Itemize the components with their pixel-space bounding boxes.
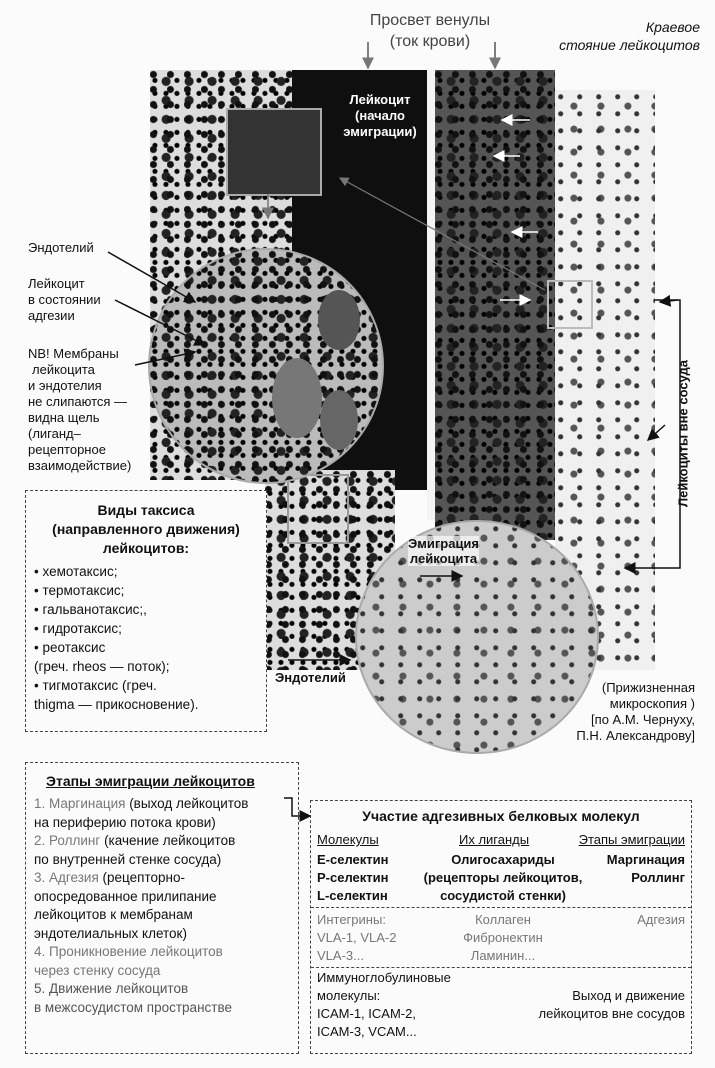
molecule: VLA-3...	[317, 948, 364, 963]
endothelium-top-arrow	[108, 252, 195, 302]
stage-line: по внутренней стенке сосуда)	[34, 851, 222, 867]
header-ligands: Их лиганды	[459, 832, 530, 847]
molecules-header-row	[317, 831, 685, 849]
leukocyte-start-line3: эмиграции)	[343, 124, 417, 139]
stage-rest: (качение лейкоцитов	[100, 833, 236, 848]
stages-list	[34, 795, 298, 1017]
stage-item	[34, 795, 298, 832]
nb-line: NB! Мембраны	[28, 346, 119, 361]
ligand: Фибронектин	[463, 930, 543, 945]
leukocyte-start-line1: Лейкоцит	[349, 92, 411, 107]
group1-stages	[607, 851, 685, 887]
taxis-item: • гидротаксис;	[34, 621, 122, 636]
ligand: сосудистой стенки)	[440, 888, 566, 903]
taxis-item: • реотаксис	[34, 640, 106, 655]
taxis-list	[34, 562, 266, 714]
stages-title: Этапы эмиграции лейкоцитов	[46, 773, 255, 789]
source-line: микроскопия )	[609, 696, 695, 711]
molecules-title: Участие адгезивных белковых молекул	[362, 808, 640, 824]
nb-line: не слипаются —	[28, 394, 128, 409]
outside-vessels-label: Лейкоциты вне сосуда	[675, 360, 691, 507]
endothelium-bottom-label: Эндотелий	[275, 670, 346, 685]
header-stages: Этапы эмиграции	[578, 832, 685, 847]
taxis-item: • хемотаксис;	[34, 564, 118, 579]
stage-line: в межсосудистом пространстве	[34, 999, 232, 1015]
stage-line: опосредованное прилипание	[34, 888, 217, 904]
group3-stages	[539, 987, 686, 1023]
marginal-standing-line1: Краевое	[645, 19, 700, 35]
adhesion-line1: Лейкоцит	[28, 276, 85, 291]
stage: Адгезия	[637, 912, 685, 927]
stage-num: 5. Движение лейкоцитов	[34, 981, 189, 996]
stage-line: эндотелиальных клеток)	[34, 925, 187, 941]
leukocyte-start-label	[330, 92, 430, 140]
nb-line: видна щель	[28, 410, 100, 425]
source-line: [по А.М. Чернуху,	[591, 712, 695, 727]
adhesion-arrow	[115, 300, 205, 345]
header-molecules: Молекулы	[317, 832, 379, 847]
molecule: ICAM-3, VCAM...	[317, 1024, 417, 1039]
taxis-item: thigma — прикосновение).	[34, 697, 199, 712]
stage-num: 4. Проникновение лейкоцитов	[34, 944, 223, 959]
taxis-item: • термотаксис;	[34, 583, 125, 598]
nb-line: (лиганд–	[28, 426, 81, 441]
endothelium-top-label: Эндотелий	[28, 240, 94, 255]
molecule: ICAM-1, ICAM-2,	[317, 1006, 416, 1021]
stage: Роллинг	[631, 870, 685, 885]
source-note	[520, 680, 695, 744]
nb-line: взаимодействие)	[28, 458, 132, 473]
taxis-title-line2: (направленного движения)	[52, 521, 240, 537]
group3-molecules	[317, 969, 451, 1041]
ligand: Ламинин...	[470, 948, 536, 963]
stage-rest: (выход лейкоцитов	[125, 796, 249, 811]
leukocyte-start-line2: (начало	[355, 108, 405, 123]
stage-item	[34, 943, 298, 980]
nb-line: лейкоцита	[32, 362, 95, 377]
group2-ligands	[403, 911, 603, 965]
outside-arrow-2	[648, 425, 665, 440]
nb-arrow	[135, 352, 195, 365]
molecule: Е-селектин	[317, 852, 389, 867]
stage-item	[34, 980, 298, 1017]
lumen-subtitle: (ток крови)	[389, 33, 471, 50]
leukocyte-pointer-arrow	[340, 178, 545, 290]
group1-molecules	[317, 851, 389, 905]
molecule: Р-селектин	[317, 870, 389, 885]
nb-line: и эндотелия	[28, 378, 102, 393]
molecule: VLA-1, VLA-2	[317, 930, 397, 945]
adhesion-line3: адгезии	[28, 308, 75, 323]
ligand: Олигосахариды	[451, 852, 555, 867]
taxis-box	[25, 490, 267, 732]
ligand: (рецепторы лейкоцитов,	[423, 870, 583, 885]
molecule: молекулы:	[317, 988, 381, 1003]
stage-num: 2. Роллинг	[34, 833, 101, 848]
nb-line: рецепторное	[28, 442, 106, 457]
stage-item	[34, 869, 298, 943]
stage-num: 3. Адгезия	[34, 870, 99, 885]
group2-molecules	[317, 911, 397, 965]
emigration-line2: лейкоцита	[409, 551, 478, 566]
lumen-title: Просвет венулы	[369, 12, 491, 29]
adhesion-label	[28, 276, 101, 324]
stage-rest: (рецепторно-	[98, 870, 185, 885]
molecules-box	[310, 800, 692, 1054]
group1-ligands	[403, 851, 603, 905]
taxis-title-line3: лейкоцитов:	[102, 540, 190, 556]
taxis-item: • тигмотаксис (греч.	[34, 678, 157, 693]
stages-box	[25, 762, 299, 1054]
source-line: П.Н. Александрову]	[576, 728, 695, 743]
group2-stages	[637, 911, 685, 929]
taxis-item: (греч. rheos — поток);	[34, 659, 170, 674]
outside-bracket	[625, 300, 680, 568]
ligand: Коллаген	[475, 912, 531, 927]
marginal-standing-line2: стояние лейкоцитов	[559, 37, 700, 53]
molecule: L-селектин	[317, 888, 388, 903]
stage-item	[34, 832, 298, 869]
nb-note	[28, 346, 131, 474]
stage-line: на периферию потока крови)	[34, 814, 216, 830]
taxis-item: • гальванотаксис;,	[34, 602, 147, 617]
stage-line: лейкоцитов к мембранам	[34, 907, 193, 922]
stage-line: через стенку сосуда	[34, 962, 161, 978]
molecule: Иммуноглобулиновые	[317, 970, 451, 985]
molecule: Интегрины:	[317, 912, 386, 927]
stage: Маргинация	[606, 852, 685, 867]
emigration-label	[408, 536, 479, 566]
taxis-title-line1: Виды таксиса	[97, 502, 195, 518]
group-divider	[311, 907, 691, 908]
group-divider	[311, 967, 691, 968]
stage: Выход и движение	[572, 988, 685, 1003]
source-line: (Прижизненная	[601, 680, 695, 695]
stage-num: 1. Маргинация	[34, 796, 126, 811]
stage: лейкоцитов вне сосудов	[538, 1006, 685, 1021]
taxis-title	[26, 501, 266, 558]
emigration-line1: Эмиграция	[408, 536, 480, 551]
adhesion-line2: в состоянии	[28, 292, 101, 307]
